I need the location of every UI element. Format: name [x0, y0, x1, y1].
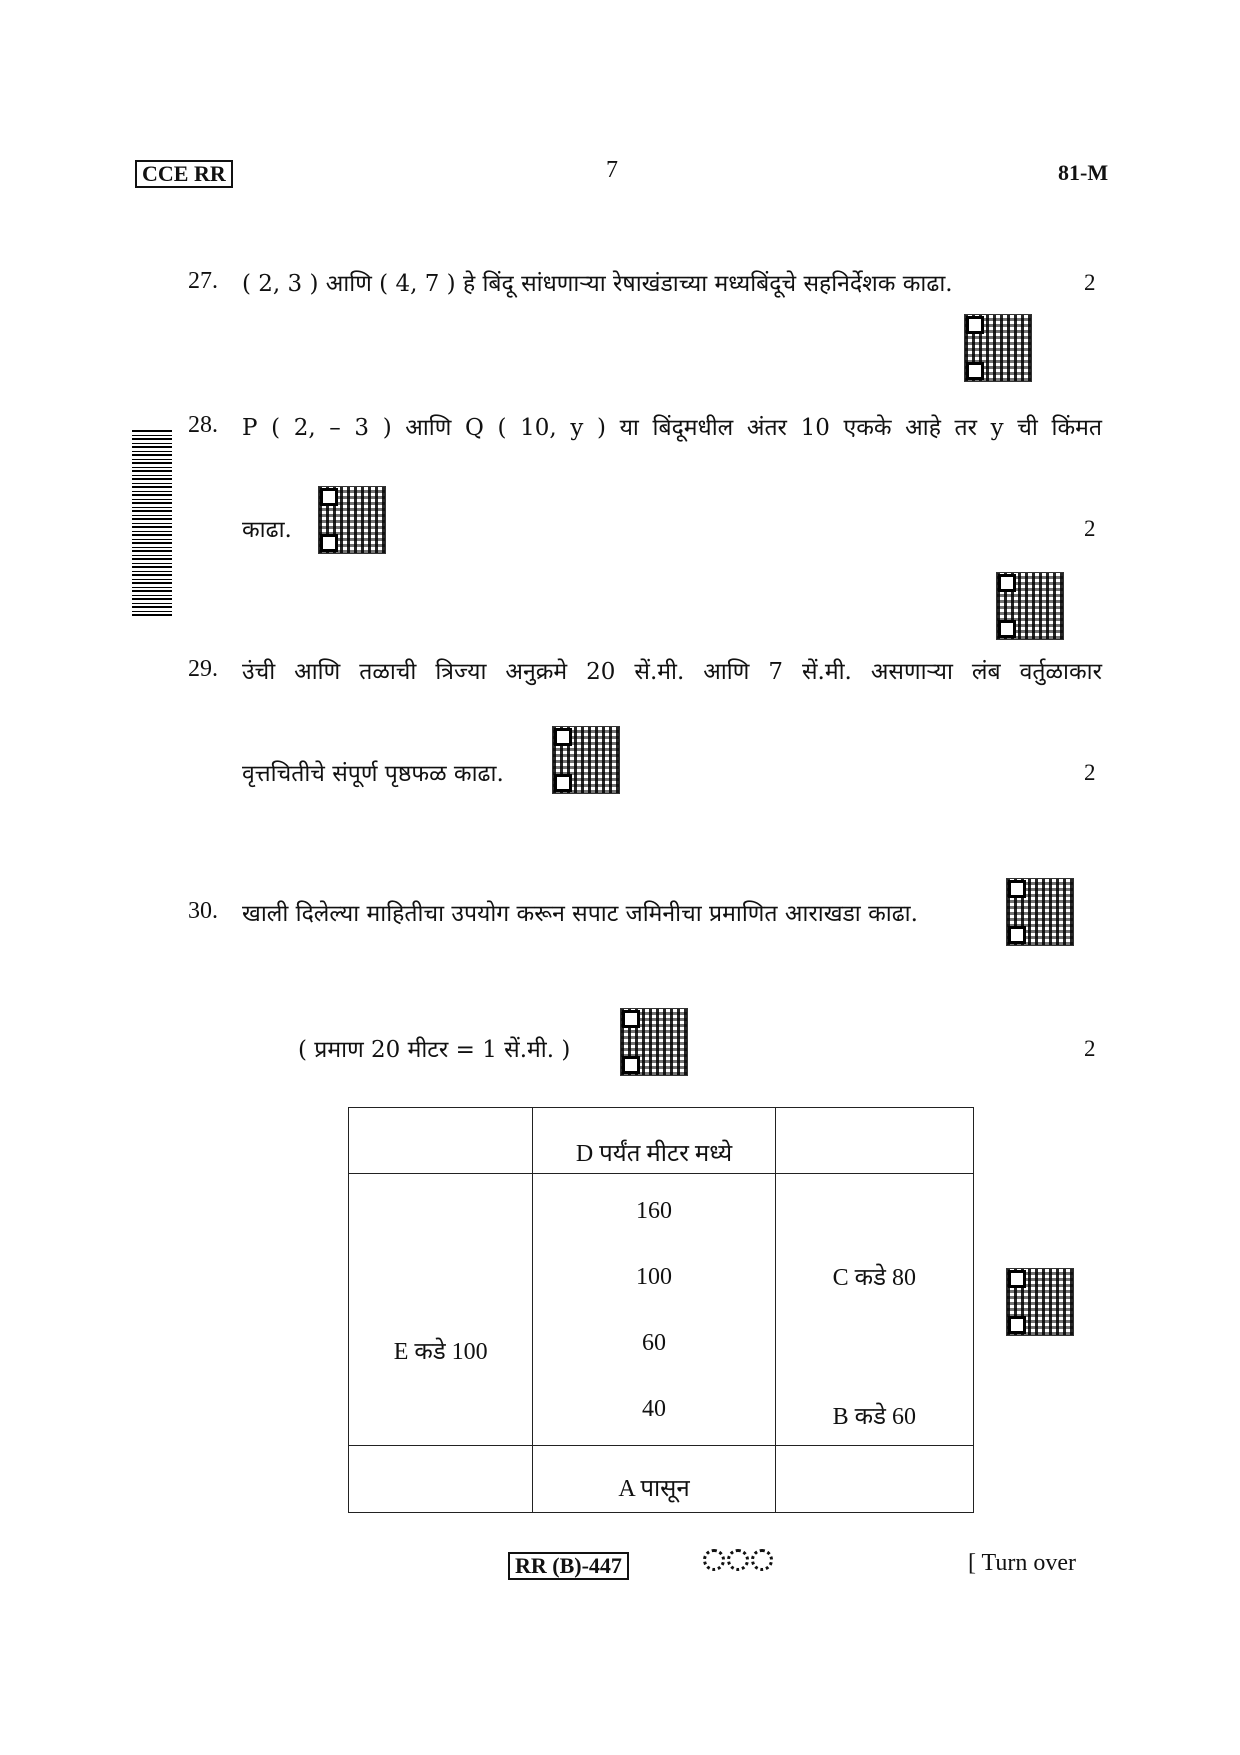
table-cell-empty	[775, 1108, 973, 1174]
table-value: 40	[642, 1395, 667, 1422]
table-right-cell	[775, 1174, 973, 1446]
question-28-text-line2: काढा.	[242, 517, 292, 543]
question-27-number: 27.	[188, 268, 218, 294]
question-29-number: 29.	[188, 656, 218, 682]
question-27-marks: 2	[1084, 270, 1096, 295]
table-cell-empty	[349, 1446, 533, 1513]
question-28-number: 28.	[188, 412, 218, 438]
header-left-code: CCE RR	[135, 160, 233, 188]
table-cell-empty	[775, 1446, 973, 1513]
qr-code-icon	[996, 572, 1064, 640]
question-30-text-line1: खाली दिलेल्या माहितीचा उपयोग करून सपाट जमिनीचा प्रमाणित आराखडा काढा.	[242, 901, 918, 927]
qr-code-icon	[552, 726, 620, 794]
qr-code-icon	[318, 486, 386, 554]
question-28-text-line1: P ( 2, – 3 ) आणि Q ( 10, y ) या बिंदूमधील अंतर 10 एकके आहे तर y ची किंमत	[242, 415, 1102, 441]
footer-code: RR (B)-447	[508, 1552, 629, 1580]
question-30-number: 30.	[188, 898, 218, 924]
table-right-top: C कडे 80	[832, 1265, 916, 1291]
question-29-text-line2: वृत्तचितीचे संपूर्ण पृष्ठफळ काढा.	[242, 761, 504, 787]
question-29-marks: 2	[1084, 760, 1096, 785]
barcode	[132, 428, 172, 616]
table-footer-middle: A पासून	[533, 1446, 775, 1513]
survey-table	[348, 1107, 974, 1513]
question-28-marks: 2	[1084, 516, 1096, 541]
qr-code-icon	[620, 1008, 688, 1076]
question-30-marks: 2	[1084, 1036, 1096, 1061]
table-middle-values	[533, 1174, 775, 1446]
table-cell-empty	[349, 1108, 533, 1174]
header-right-code: 81-M	[1058, 160, 1109, 185]
question-29-text-line1: उंची आणि तळाची त्रिज्या अनुक्रमे 20 सें.मी. आणि 7 सें.मी. असणाऱ्या लंब वर्तुळाकार	[242, 659, 1102, 685]
qr-code-icon	[1006, 878, 1074, 946]
table-value: 100	[636, 1263, 673, 1290]
turn-over-text: [ Turn over	[968, 1550, 1077, 1576]
question-30-text-line2: ( प्रमाण 20 मीटर = 1 सें.मी. )	[298, 1037, 571, 1063]
question-27-text: ( 2, 3 ) आणि ( 4, 7 ) हे बिंदू सांधणाऱ्या रेषाखंडाच्या मध्यबिंदूचे सहनिर्देशक काढा.	[242, 271, 953, 297]
table-right-bottom: B कडे 60	[832, 1404, 916, 1430]
qr-code-icon	[964, 314, 1032, 382]
table-value: 160	[636, 1197, 673, 1224]
qr-code-icon	[1006, 1268, 1074, 1336]
table-value: 60	[642, 1329, 667, 1356]
page-number: 7	[606, 157, 618, 183]
table-left-cell: E कडे 100	[349, 1174, 533, 1446]
flower-ornament-icon	[702, 1549, 774, 1575]
table-header-middle: D पर्यंत मीटर मध्ये	[533, 1108, 775, 1174]
